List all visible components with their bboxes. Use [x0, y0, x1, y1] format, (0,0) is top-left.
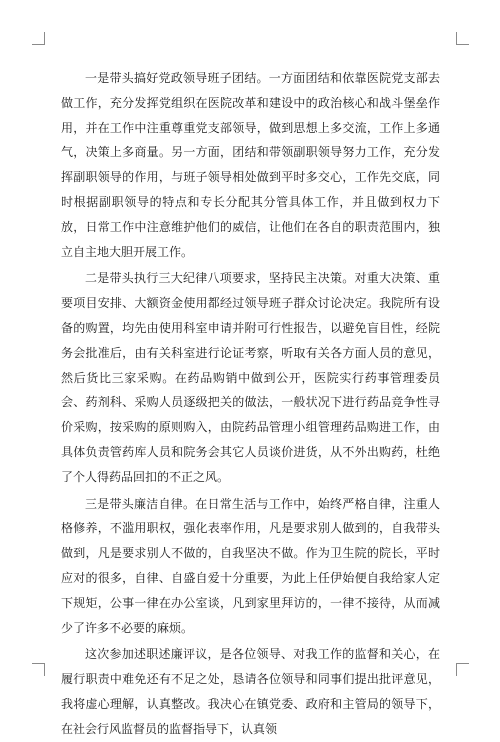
crop-mark-top-left	[32, 32, 45, 45]
paragraph-self-discipline: 三是带头廉洁自律。在日常生活与工作中，始终严格自律，注重人格修养，不滥用职权，强化表率作用，凡是要求别人做到的，自我带头做到，凡是要求别人不做的，自我坚决不做。作为卫生院的院长，平时应对的很多，自律、自盛自爱十分重要，为此上任伊始便自我给家人定下规矩，公事一律在办公室谈，凡到家里拜访的，一律不接待，从而减少了许多不必要的麻烦。	[61, 496, 440, 635]
crop-mark-bottom-left	[32, 663, 45, 676]
document-body	[61, 66, 440, 742]
paragraph-closing: 这次参加述职述廉评议，是各位领导、对我工作的监督和关心，在履行职责中难免还有不足之处，恳请各位领导和同事们提出批评意见，我将虚心理解，认真整改。我决心在镇党委、政府和主管局的领导下，在社会行风监督员的监督指导下，认真领	[61, 647, 440, 736]
crop-mark-top-right	[456, 32, 469, 45]
crop-mark-bottom-right	[456, 663, 469, 676]
paragraph-team-unity: 一是带头搞好党政领导班子团结。一方面团结和依靠医院党支部去做工作，充分发挥党组织在医院改革和建设中的政治核心和战斗堡垒作用，并在工作中注重尊重党支部领导，做到思想上多交流，工作上多通气，决策上多商量。另一方面，团结和带领副职领导努力工作，充分发挥副职领导的作用，与班子领导相处做到平时多交心，工作先交底，同时根据副职领导的特点和专长分配其分管具体工作，并且做到权力下放，日常工作中注意维护他们的威信，让他们在各自的职责范围内，独立自主地大胆开展工作。	[61, 71, 440, 259]
paragraph-democratic-decision: 二是带头执行三大纪律八项要求，坚持民主决策。对重大决策、重要项目安排、大额资金使用都经过领导班子群众讨论决定。我院所有设备的购置，均先由使用科室申请并附可行性报告，以避免盲目性，经院务会批准后，由有关科室进行论证考察，听取有关各方面人员的意见，然后货比三家采购。在药品购销中做到公开，医院实行药事管理委员会、药剂科、采购人员逐级把关的做法，一般状况下进行药品竞争性寻价采购，按采购的原则购入，由院药品管理小组管理药品购进工作，由具体负责管药库人员和院务会其它人员谈价进货，从不外出购药，杜绝了个人得药品回扣的不正之风。	[61, 271, 440, 484]
